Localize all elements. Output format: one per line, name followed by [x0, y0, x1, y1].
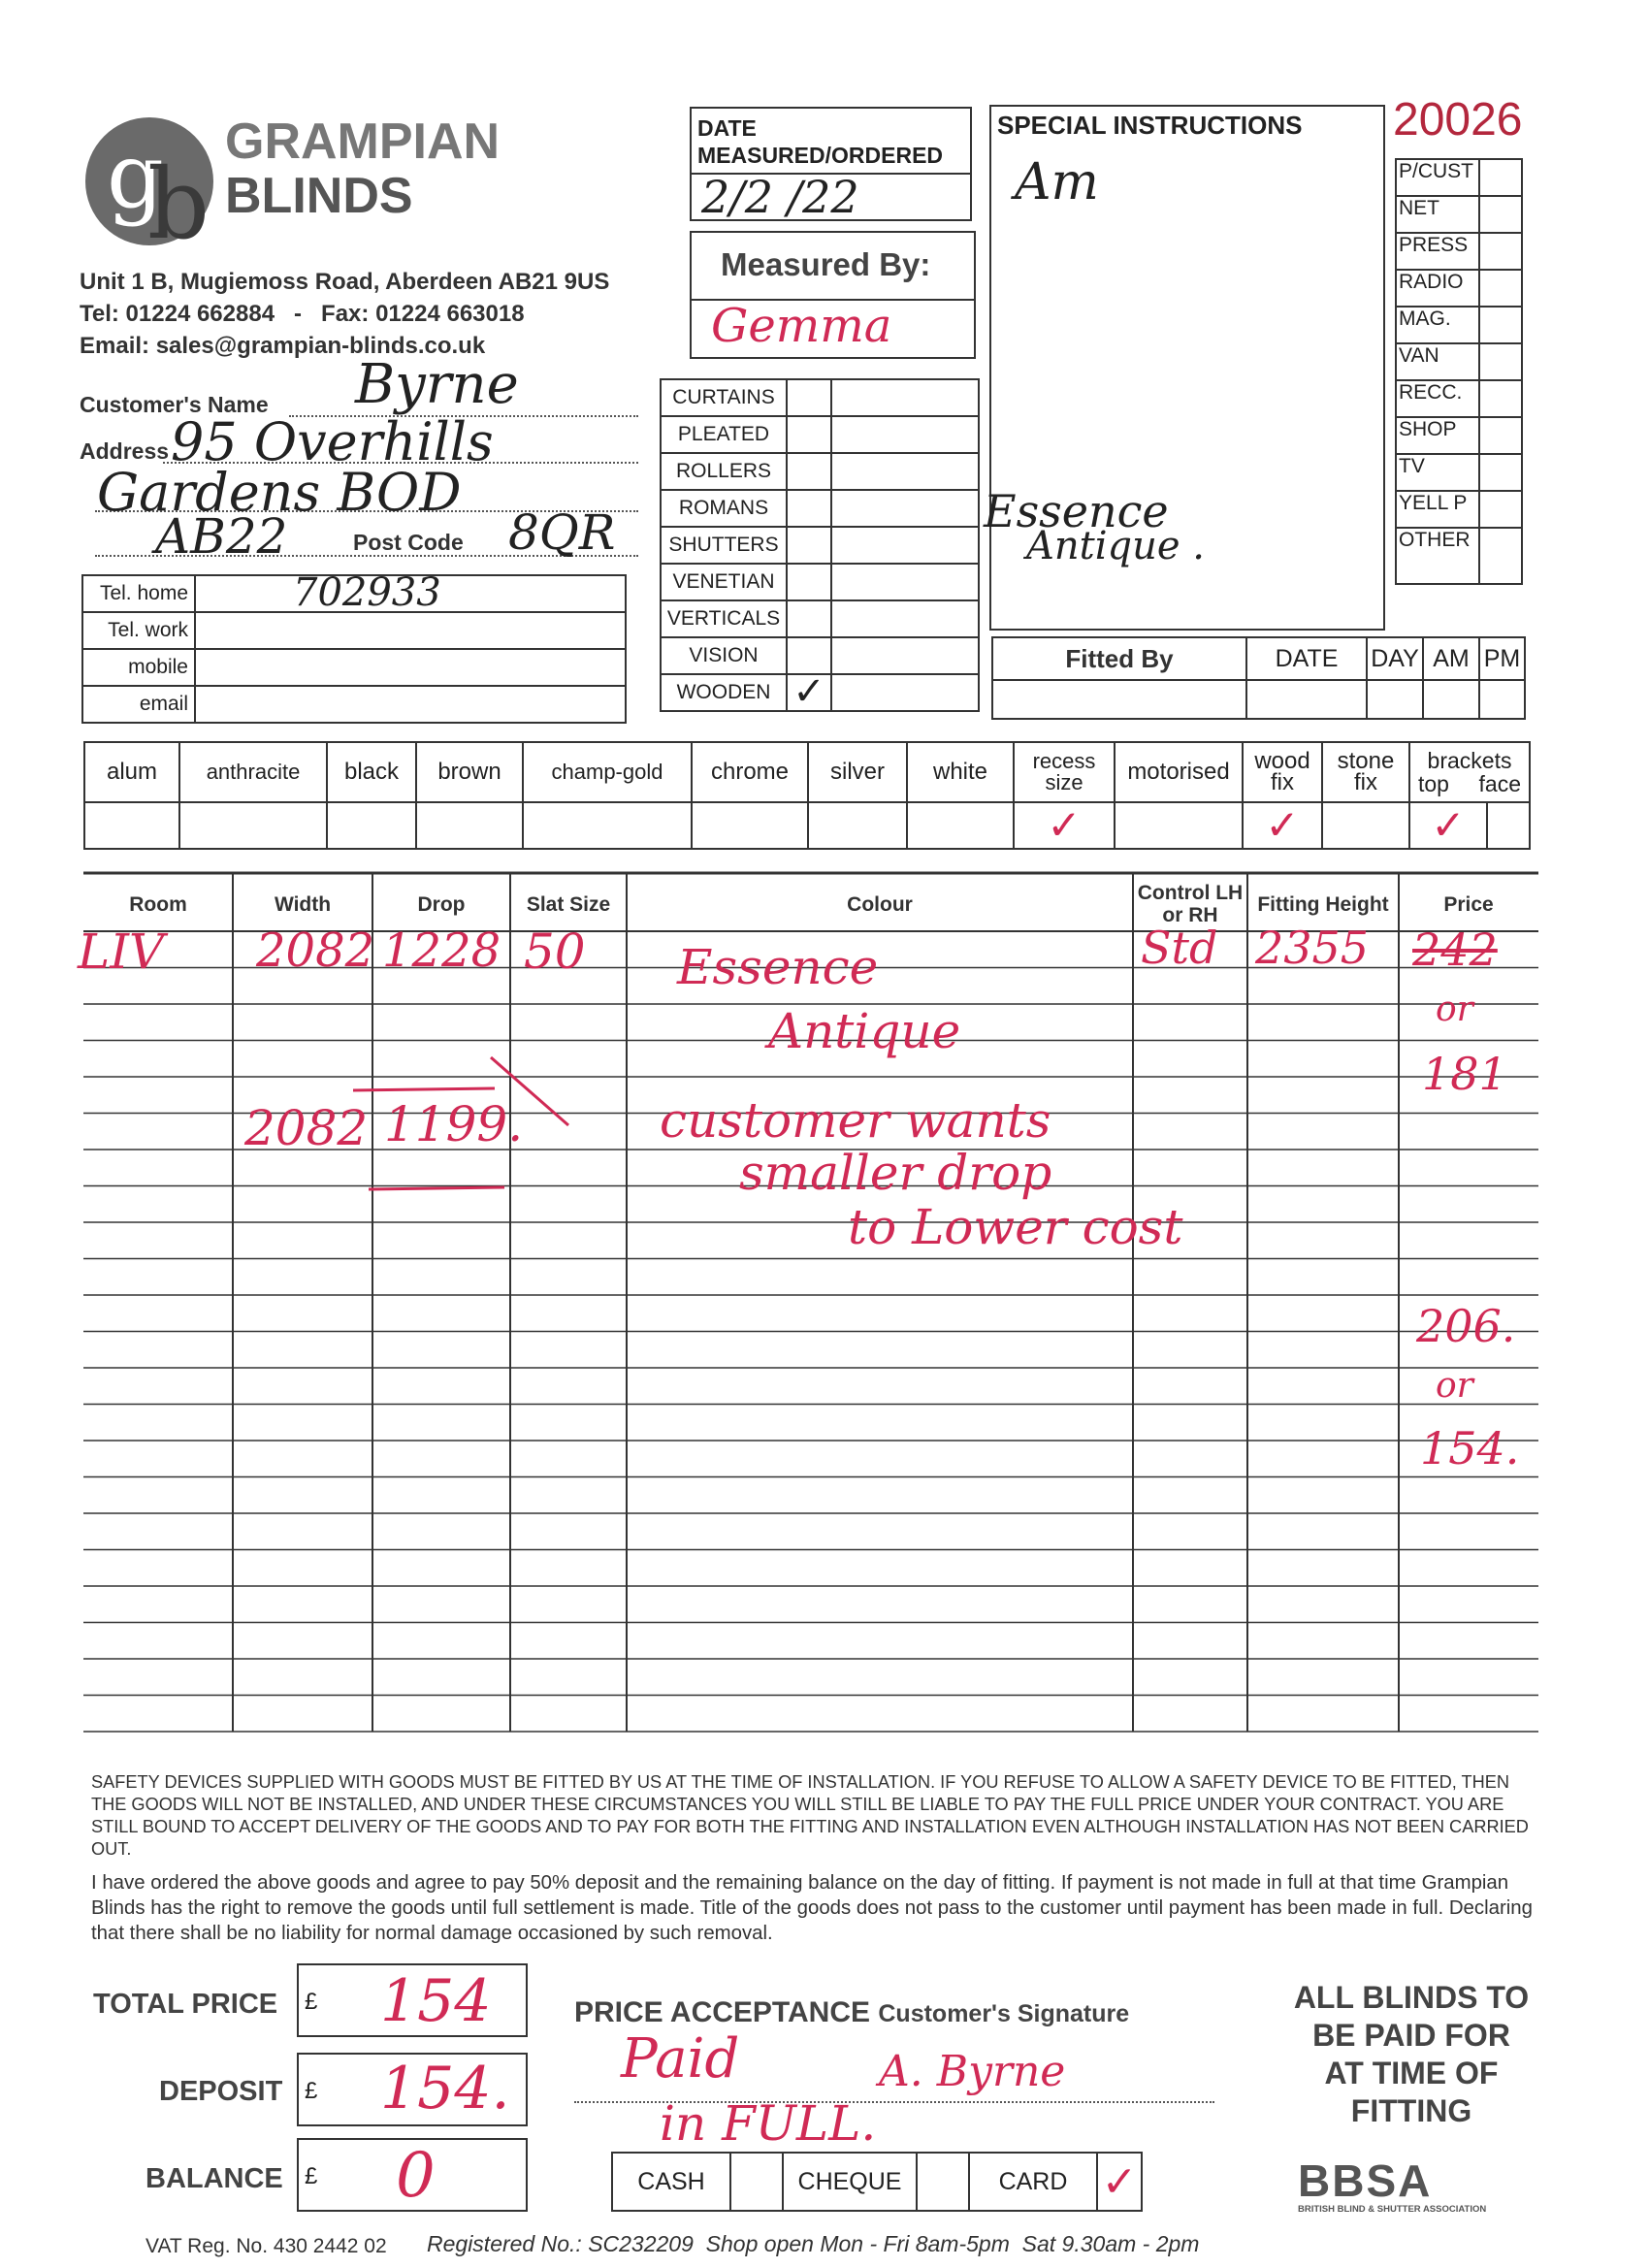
blind-type-label: ROLLERS [675, 460, 772, 482]
fitted-pm-cell[interactable] [1479, 680, 1525, 719]
svg-text:b: b [147, 147, 210, 257]
date-measured-label: DATE MEASURED/ORDERED [697, 115, 944, 168]
blind-type-checkbox[interactable] [787, 600, 831, 637]
brackets-label: brackets [1427, 748, 1512, 773]
source-row [1396, 307, 1522, 343]
row-width-2[interactable]: 2082 [244, 1100, 369, 1156]
address-label: Address [80, 438, 170, 464]
date-measured-value[interactable]: 2/2 /22 [701, 171, 859, 223]
logo-mark [80, 112, 225, 257]
price-acceptance-title: PRICE ACCEPTANCE [574, 1996, 871, 2028]
option-label: champ-gold [551, 760, 663, 784]
blind-type-label: CURTAINS [672, 386, 775, 408]
option-label: white [932, 759, 988, 785]
deposit-label: DEPOSIT [159, 2076, 283, 2107]
source-row [1396, 380, 1522, 417]
blind-type-checkbox[interactable] [787, 416, 831, 453]
row-drop-2[interactable]: 1199. [384, 1096, 524, 1152]
fitted-day-cell[interactable] [1367, 680, 1423, 719]
source-row [1396, 528, 1522, 584]
order-header-slat-size: Slat Size [526, 892, 611, 916]
logo [80, 112, 225, 257]
source-label: SHOP [1399, 418, 1457, 440]
check-icon: ✓ [1047, 802, 1082, 848]
option-label: motorised [1127, 759, 1230, 785]
brackets-face-checkbox[interactable] [1487, 802, 1530, 849]
source-label: RECC. [1399, 381, 1463, 404]
card-box[interactable] [1097, 2153, 1142, 2211]
blind-type-row [661, 600, 979, 637]
deposit-box[interactable] [297, 2053, 528, 2126]
row-price-2[interactable]: 181 [1422, 1048, 1507, 1100]
option-checkbox[interactable] [692, 802, 808, 849]
source-row [1396, 270, 1522, 307]
blind-type-label: WOODEN [676, 681, 771, 703]
source-label: MAG. [1399, 308, 1451, 330]
blind-type-row [661, 490, 979, 527]
source-label: VAN [1399, 344, 1439, 367]
fitted-am-label: AM [1433, 644, 1470, 672]
option-checkbox[interactable] [327, 802, 416, 849]
customer-name-label: Customer's Name [80, 392, 269, 417]
source-checkbox[interactable] [1479, 380, 1522, 417]
order-header-drop: Drop [417, 892, 466, 916]
option-label: anthracite [206, 760, 301, 784]
phone-row [82, 686, 626, 723]
fitted-am-cell[interactable] [1423, 680, 1479, 719]
brackets-face-label: face [1478, 771, 1521, 796]
option-checkbox[interactable] [523, 802, 692, 849]
source-checkbox[interactable] [1479, 196, 1522, 233]
measured-by-value[interactable]: Gemma [711, 299, 892, 353]
option-label: wood fix [1254, 748, 1310, 795]
card-check-icon: ✓ [1101, 2157, 1138, 2206]
option-label: recess size [1032, 749, 1096, 794]
blind-type-checkbox[interactable] [787, 490, 831, 527]
row-room[interactable]: LIV [78, 923, 165, 980]
source-checkbox[interactable] [1479, 307, 1522, 343]
source-checkbox[interactable] [1479, 343, 1522, 380]
row-price-or: or [1436, 989, 1473, 1029]
phone-row [82, 649, 626, 686]
source-row [1396, 343, 1522, 380]
blind-type-checkbox[interactable] [787, 637, 831, 674]
card-label: CARD [998, 2167, 1068, 2195]
row-price-4[interactable]: 154. [1420, 1422, 1520, 1474]
measured-by-label: Measured By: [721, 246, 931, 282]
blind-type-label: ROMANS [678, 497, 769, 519]
fitted-by-table [991, 636, 1526, 720]
payment-notice [1261, 1979, 1562, 2130]
row-colour-1[interactable]: Essence [677, 939, 879, 995]
customer-signature[interactable]: A. Byrne [879, 2047, 1066, 2096]
option-label: chrome [710, 759, 790, 785]
phone-label: mobile [128, 656, 188, 678]
phone-value [196, 681, 293, 726]
blind-type-notes[interactable] [831, 674, 979, 711]
blind-type-checkbox[interactable] [787, 453, 831, 490]
blind-type-notes[interactable] [831, 453, 979, 490]
blind-type-checkbox[interactable] [787, 379, 831, 416]
customer-signature-label: Customer's Signature [878, 2000, 1130, 2027]
date-measured-box [690, 107, 972, 221]
row-colour-2[interactable]: Antique [768, 1003, 961, 1059]
phone-label: Tel. work [108, 619, 188, 641]
agreement-text: I have ordered the above goods and agree to pay 50% deposit and the remaining balance on the day of fitting. If payment is not made in full at that time Grampian Blinds has the right to remove the goods until full settlement is made. Title of the goods does not pass to the customer until payment has been made in full. Declaring that there shall be no liability for normal damage occasioned by such removal. [91, 1872, 1533, 1944]
blind-type-row [661, 379, 979, 416]
fitted-by-label: Fitted By [1065, 643, 1174, 673]
company-email: Email: sales@grampian-blinds.co.uk [80, 333, 486, 359]
source-checkbox[interactable] [1479, 159, 1522, 196]
option-checkbox[interactable] [1115, 802, 1243, 849]
address-line-1[interactable]: 95 Overhills [171, 411, 494, 472]
svg-text:g: g [107, 124, 164, 228]
blind-type-row [661, 416, 979, 453]
order-header-width: Width [274, 892, 332, 916]
special-note-1[interactable]: Am [1015, 153, 1099, 211]
blind-type-label: SHUTTERS [668, 534, 779, 556]
bbsa-logo-sub: BRITISH BLIND & SHUTTER ASSOCIATION [1298, 2204, 1487, 2215]
fitted-day-label: DAY [1371, 644, 1419, 672]
special-instructions-box [984, 105, 1385, 631]
source-checkbox[interactable] [1479, 417, 1522, 454]
address-line-3[interactable]: AB22 [155, 508, 288, 565]
total-price-label: TOTAL PRICE [93, 1989, 278, 2020]
option-checkbox[interactable] [84, 802, 179, 849]
blind-type-label: VERTICALS [666, 607, 781, 630]
order-header-fitting-height: Fitting Height [1257, 892, 1389, 916]
address-line-2[interactable]: Gardens BOD [97, 462, 462, 523]
source-label: OTHER [1399, 529, 1471, 551]
blind-type-notes[interactable] [831, 600, 979, 637]
order-number: 20026 [1393, 94, 1523, 146]
brackets-top-checkbox[interactable] [1409, 802, 1487, 849]
source-row [1396, 454, 1522, 491]
cash-box[interactable] [730, 2153, 783, 2211]
notice-line-3: AT TIME OF [1324, 2056, 1499, 2090]
row-price-or-2: or [1436, 1366, 1473, 1406]
blind-type-row [661, 453, 979, 490]
source-label: YELL P [1399, 492, 1468, 514]
blind-type-checkbox[interactable] [787, 527, 831, 564]
check-icon: ✓ [1265, 802, 1300, 848]
deposit-currency: £ [305, 2078, 318, 2104]
notice-line-4: FITTING [1350, 2093, 1472, 2128]
option-checkbox[interactable] [1014, 802, 1115, 849]
total-price-box[interactable] [297, 1963, 528, 2037]
blind-type-notes[interactable] [831, 379, 979, 416]
option-label: silver [829, 759, 885, 785]
blind-type-row [661, 564, 979, 600]
balance-currency: £ [305, 2163, 318, 2189]
option-checkbox[interactable] [907, 802, 1014, 849]
source-checkbox[interactable] [1479, 491, 1522, 528]
order-header-colour: Colour [847, 892, 913, 916]
source-row [1396, 196, 1522, 233]
postcode-label: Post Code [353, 530, 464, 555]
source-checkbox[interactable] [1479, 528, 1522, 584]
postcode-value[interactable]: 8QR [508, 504, 616, 561]
blind-type-row [661, 674, 979, 711]
cash-label: CASH [637, 2167, 705, 2195]
company-address: Unit 1 B, Mugiemoss Road, Aberdeen AB21 9US [80, 269, 610, 295]
order-header-room: Room [129, 892, 187, 916]
fitted-date-label: DATE [1275, 644, 1339, 672]
option-label: alum [106, 759, 158, 785]
row-width[interactable]: 2082 [256, 923, 375, 978]
fitted-by-cell[interactable] [992, 680, 1246, 719]
payment-method-table [611, 2152, 1143, 2212]
special-note-2[interactable]: Essence [984, 485, 1169, 537]
fitted-date-cell[interactable] [1246, 680, 1367, 719]
total-price-value[interactable]: 154 [380, 1967, 492, 2035]
order-header-control-lh-or-rh: Control LH or RH [1137, 882, 1244, 926]
option-checkbox[interactable] [416, 802, 523, 849]
blind-type-row [661, 637, 979, 674]
company-phone: Tel: 01224 662884 - Fax: 01224 663018 [80, 301, 525, 327]
special-instructions-label: SPECIAL INSTRUCTIONS [997, 111, 1303, 140]
vat-number: VAT Reg. No. 430 2442 02 [146, 2235, 387, 2257]
brackets-top-label: top [1418, 771, 1449, 796]
customer-name-value[interactable]: Byrne [355, 353, 519, 416]
notice-line-2: BE PAID FOR [1312, 2018, 1510, 2053]
cheque-label: CHEQUE [797, 2167, 902, 2195]
options-table [83, 741, 1531, 850]
check-icon: ✓ [792, 669, 825, 713]
blind-type-notes[interactable] [831, 527, 979, 564]
option-label: brown [437, 759, 501, 785]
source-row [1396, 233, 1522, 270]
total-currency: £ [305, 1989, 318, 2015]
notice-line-1: ALL BLINDS TO [1293, 1980, 1530, 2015]
blind-type-label: PLEATED [677, 423, 770, 445]
blind-type-label: VISION [689, 644, 759, 666]
blind-type-table [660, 378, 980, 712]
row-note-3[interactable]: to Lower cost [848, 1199, 1183, 1255]
blind-type-checkbox[interactable] [787, 564, 831, 600]
row-note-2[interactable]: smaller drop [739, 1145, 1052, 1201]
order-header-price: Price [1443, 892, 1494, 916]
option-checkbox[interactable] [808, 802, 907, 849]
special-note-3[interactable]: Antique . [1026, 524, 1205, 568]
source-checkbox[interactable] [1479, 270, 1522, 307]
registered-info: Registered No.: SC232209 Shop open Mon - Fri 8am-5pm Sat 9.30am - 2pm [427, 2231, 1200, 2256]
order-table [83, 871, 1538, 1734]
row-note-1[interactable]: customer wants [660, 1092, 1051, 1149]
source-label: PRESS [1399, 234, 1469, 256]
paid-note-2: in FULL. [660, 2095, 877, 2152]
drop-annotation-strokes [340, 1048, 582, 1203]
blind-type-notes[interactable] [831, 637, 979, 674]
source-row [1396, 417, 1522, 454]
blind-type-row [661, 527, 979, 564]
brand-line1: GRAMPIAN [225, 113, 501, 170]
lead-source-table [1395, 158, 1523, 585]
cheque-box[interactable] [917, 2153, 969, 2211]
source-label: NET [1399, 197, 1439, 219]
measured-by-box [690, 231, 976, 359]
row-price-3[interactable]: 206. [1416, 1300, 1516, 1352]
bbsa-logo [1298, 2157, 1531, 2215]
deposit-value[interactable]: 154. [380, 2055, 510, 2122]
check-icon: ✓ [1431, 802, 1466, 848]
source-label: TV [1399, 455, 1425, 477]
phone-value: 702933 [293, 569, 441, 615]
source-checkbox[interactable] [1479, 233, 1522, 270]
blind-type-label: VENETIAN [672, 570, 775, 593]
phone-row [82, 612, 626, 649]
blind-type-notes[interactable] [831, 416, 979, 453]
option-checkbox[interactable] [1322, 802, 1409, 849]
option-checkbox[interactable] [179, 802, 327, 849]
row-control[interactable]: Std [1141, 922, 1218, 974]
source-row [1396, 159, 1522, 196]
safety-notice: SAFETY DEVICES SUPPLIED WITH GOODS MUST BE FITTED BY US AT THE TIME OF INSTALLATION. IF YOU REFUSE TO ALLOW A SAFETY DEVICE TO BE FITTED, THEN THE GOODS WILL NOT BE INSTALLED, AND UNDER THESE CIRCUMSTANCES YOU WILL STILL BE LIABLE TO PAY THE FULL PRICE UNDER YOUR CONTRACT. YOU ARE STILL BOUND TO ACCEPT DELIVERY OF THE GOODS AND TO PAY FOR BOTH THE FITTING AND INSTALLATION EVEN ALTHOUGH INSTALLATION HAS NOT BEEN CARRIED OUT. [91, 1772, 1529, 1859]
fitted-pm-label: PM [1483, 644, 1521, 672]
option-label: black [343, 759, 400, 785]
phone-table [81, 569, 627, 724]
blind-type-notes[interactable] [831, 564, 979, 600]
balance-box[interactable] [297, 2138, 528, 2212]
source-row [1396, 491, 1522, 528]
phone-value-cell[interactable] [195, 686, 626, 723]
row-price-1[interactable]: 242 [1412, 923, 1498, 976]
row-fitting-height[interactable]: 2355 [1255, 922, 1370, 974]
row-slat[interactable]: 50 [524, 923, 586, 980]
bbsa-logo-text: BBSA [1298, 2155, 1433, 2206]
order-grid-lines [83, 871, 1538, 1734]
balance-value[interactable]: 0 [396, 2140, 436, 2212]
phone-label: email [139, 693, 188, 715]
paid-note-1: Paid [621, 2027, 740, 2090]
brand-name [225, 114, 500, 223]
source-label: RADIO [1399, 271, 1464, 293]
brand-line2: BLINDS [225, 168, 413, 224]
source-checkbox[interactable] [1479, 454, 1522, 491]
blind-type-notes[interactable] [831, 490, 979, 527]
option-checkbox[interactable] [1243, 802, 1322, 849]
phone-label: Tel. home [99, 582, 188, 604]
balance-label: BALANCE [146, 2163, 283, 2194]
option-label: stone fix [1337, 748, 1395, 795]
source-label: P/CUST [1399, 160, 1474, 182]
price-acceptance-label [574, 1996, 1129, 2029]
phone-row [82, 575, 626, 612]
row-drop[interactable]: 1228 [382, 923, 501, 978]
blind-type-checkbox[interactable] [787, 669, 831, 713]
